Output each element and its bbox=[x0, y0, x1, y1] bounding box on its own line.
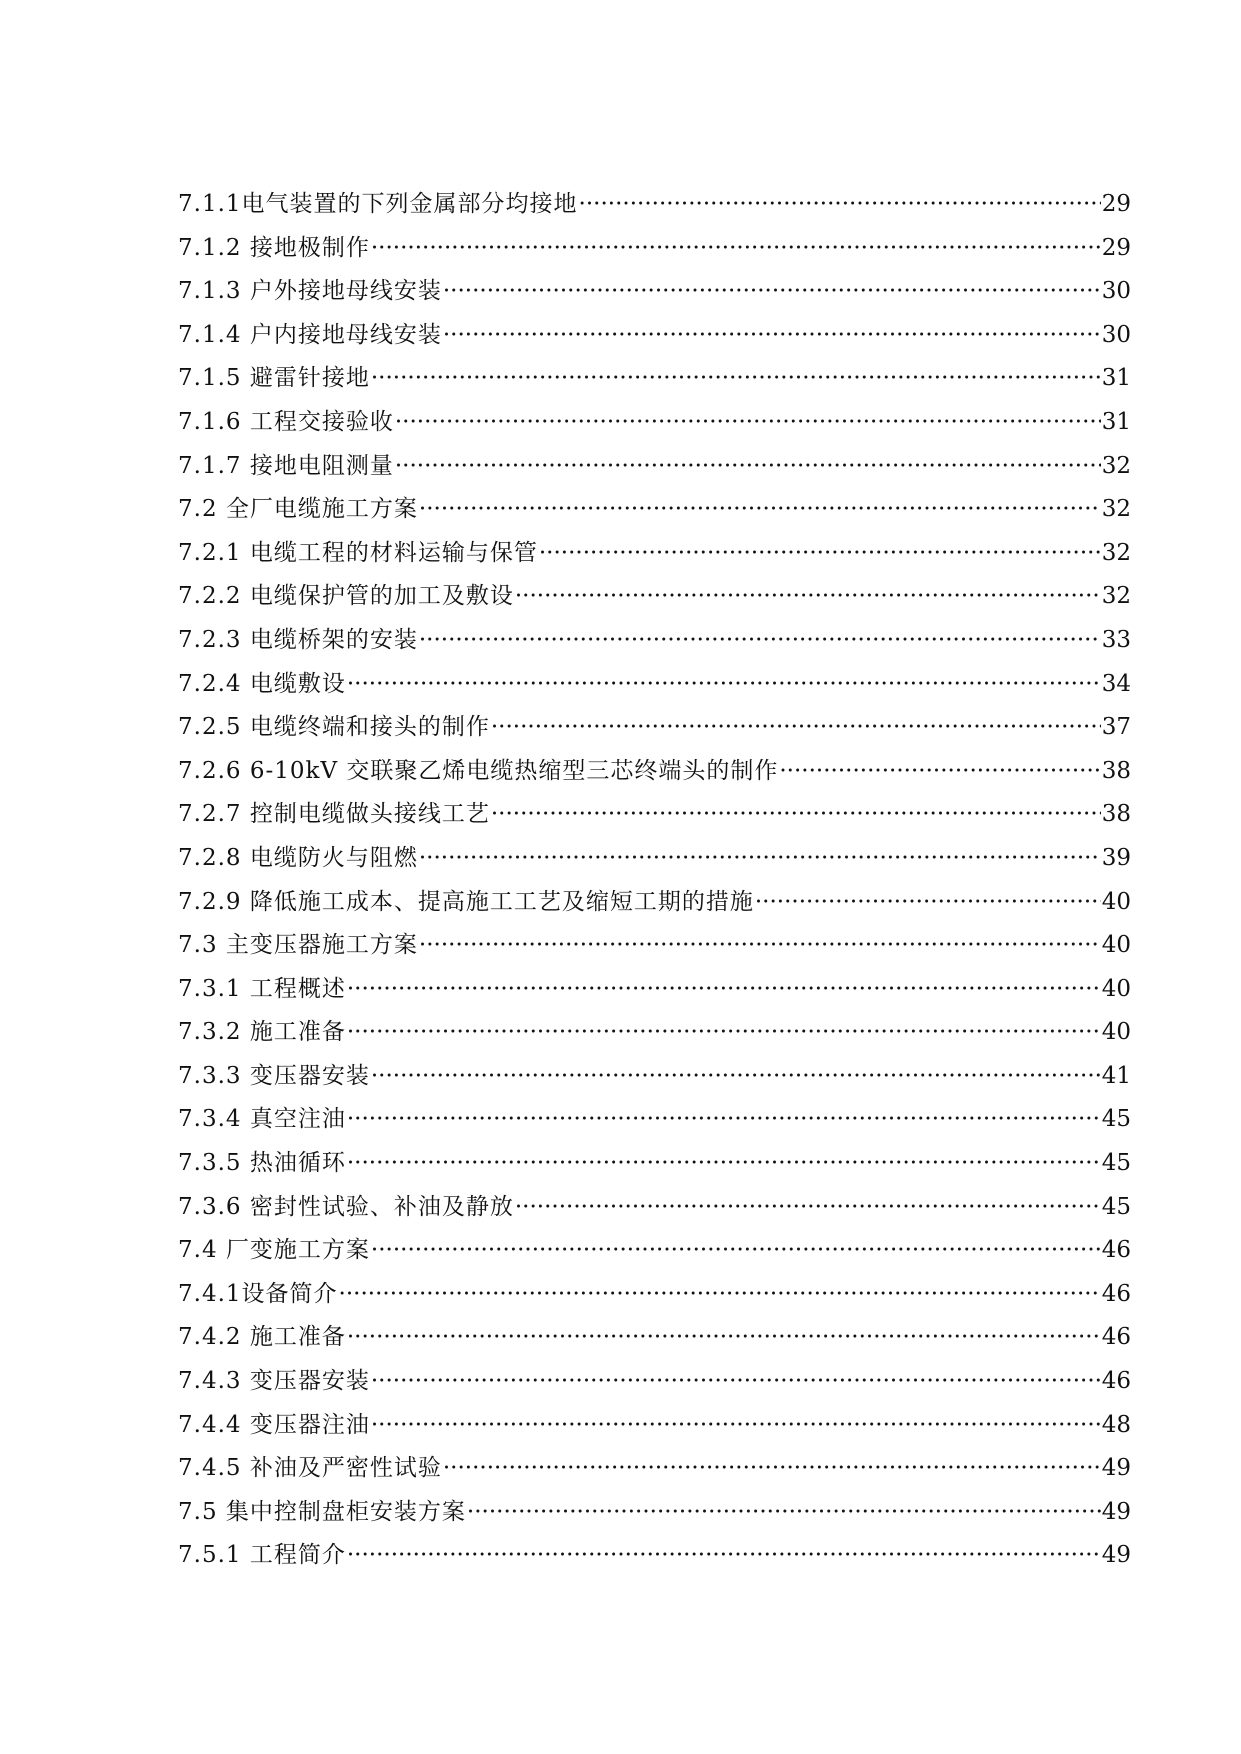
toc-entry-page-number: 30 bbox=[1101, 278, 1131, 305]
toc-entry-title: 7.1.3 户外接地母线安装 bbox=[178, 278, 442, 305]
toc-entry-page-number: 40 bbox=[1101, 888, 1131, 915]
toc-entry[interactable] bbox=[178, 575, 1131, 619]
toc-entry-page-number: 40 bbox=[1101, 975, 1131, 1002]
toc-entry[interactable] bbox=[178, 1055, 1131, 1099]
toc-entry-title: 7.1.2 接地极制作 bbox=[178, 234, 370, 261]
toc-entry[interactable] bbox=[178, 1360, 1131, 1404]
toc-dot-leader bbox=[371, 1404, 1101, 1448]
toc-entry[interactable] bbox=[178, 1229, 1131, 1273]
toc-entry-title: 7.1.5 避雷针接地 bbox=[178, 365, 370, 392]
toc-dot-leader bbox=[339, 1273, 1101, 1317]
toc-dot-leader bbox=[491, 793, 1101, 837]
toc-entry-title: 7.1.1电气装置的下列金属部分均接地 bbox=[178, 191, 578, 217]
toc-dot-leader bbox=[371, 1360, 1101, 1404]
toc-entry-page-number: 45 bbox=[1101, 1106, 1131, 1133]
toc-entry-title: 7.3.1 工程概述 bbox=[178, 975, 346, 1002]
toc-dot-leader bbox=[443, 1447, 1101, 1491]
toc-entry-page-number: 38 bbox=[1101, 801, 1131, 828]
toc-entry-page-number: 29 bbox=[1101, 191, 1131, 217]
table-of-contents bbox=[178, 183, 1131, 1578]
toc-dot-leader bbox=[347, 968, 1101, 1012]
toc-entry-page-number: 30 bbox=[1101, 321, 1131, 348]
toc-entry-page-number: 45 bbox=[1101, 1150, 1131, 1177]
toc-dot-leader bbox=[347, 1098, 1101, 1142]
toc-entry[interactable] bbox=[178, 881, 1131, 925]
toc-entry-title: 7.2.6 6-10kV 交联聚乙烯电缆热缩型三芯终端头的制作 bbox=[178, 757, 779, 784]
toc-entry-title: 7.2.3 电缆桥架的安装 bbox=[178, 626, 418, 653]
toc-entry-title: 7.2.7 控制电缆做头接线工艺 bbox=[178, 801, 490, 828]
toc-dot-leader bbox=[347, 663, 1101, 707]
toc-entry-title: 7.2.4 电缆敷设 bbox=[178, 670, 346, 697]
toc-entry[interactable] bbox=[178, 445, 1131, 489]
toc-entry[interactable] bbox=[178, 314, 1131, 358]
toc-dot-leader bbox=[443, 314, 1101, 358]
toc-entry[interactable] bbox=[178, 1447, 1131, 1491]
toc-dot-leader bbox=[371, 1055, 1101, 1099]
toc-dot-leader bbox=[515, 1186, 1101, 1230]
toc-entry-title: 7.5 集中控制盘柜安装方案 bbox=[178, 1498, 466, 1525]
toc-entry[interactable] bbox=[178, 968, 1131, 1012]
toc-entry[interactable] bbox=[178, 1011, 1131, 1055]
toc-entry[interactable] bbox=[178, 1491, 1131, 1535]
toc-entry[interactable] bbox=[178, 488, 1131, 532]
toc-entry-page-number: 32 bbox=[1101, 496, 1131, 523]
toc-entry-page-number: 46 bbox=[1101, 1237, 1131, 1264]
toc-entry-title: 7.1.6 工程交接验收 bbox=[178, 408, 394, 435]
toc-entry[interactable] bbox=[178, 227, 1131, 271]
toc-dot-leader bbox=[347, 1316, 1101, 1360]
toc-entry-page-number: 33 bbox=[1101, 626, 1131, 653]
toc-entry-title: 7.5.1 工程简介 bbox=[178, 1542, 346, 1569]
toc-entry-page-number: 41 bbox=[1101, 1062, 1131, 1089]
toc-dot-leader bbox=[347, 1011, 1101, 1055]
toc-entry-title: 7.3.3 变压器安装 bbox=[178, 1062, 370, 1089]
toc-entry[interactable] bbox=[178, 1404, 1131, 1448]
toc-entry-page-number: 37 bbox=[1101, 714, 1131, 741]
toc-entry-page-number: 46 bbox=[1101, 1368, 1131, 1395]
toc-entry[interactable] bbox=[178, 1142, 1131, 1186]
toc-entry-page-number: 32 bbox=[1101, 452, 1131, 479]
toc-entry[interactable] bbox=[178, 357, 1131, 401]
toc-entry-page-number: 40 bbox=[1101, 1019, 1131, 1046]
toc-entry-page-number: 34 bbox=[1101, 670, 1131, 697]
toc-entry[interactable] bbox=[178, 1098, 1131, 1142]
toc-dot-leader bbox=[539, 532, 1101, 576]
toc-entry-title: 7.4.4 变压器注油 bbox=[178, 1411, 370, 1438]
toc-entry-page-number: 48 bbox=[1101, 1411, 1131, 1438]
toc-entry-page-number: 32 bbox=[1101, 539, 1131, 566]
toc-entry-title: 7.3.6 密封性试验、补油及静放 bbox=[178, 1193, 514, 1220]
toc-dot-leader bbox=[579, 183, 1101, 227]
toc-dot-leader bbox=[491, 706, 1101, 750]
toc-dot-leader bbox=[347, 1142, 1101, 1186]
toc-entry[interactable] bbox=[178, 837, 1131, 881]
toc-entry-page-number: 49 bbox=[1101, 1542, 1131, 1569]
toc-entry-page-number: 31 bbox=[1101, 365, 1131, 392]
toc-dot-leader bbox=[419, 837, 1101, 881]
toc-dot-leader bbox=[419, 619, 1101, 663]
toc-entry[interactable] bbox=[178, 706, 1131, 750]
toc-entry-title: 7.1.4 户内接地母线安装 bbox=[178, 321, 442, 348]
toc-dot-leader bbox=[755, 881, 1101, 925]
toc-dot-leader bbox=[371, 357, 1101, 401]
toc-entry[interactable] bbox=[178, 1186, 1131, 1230]
toc-entry-title: 7.2.9 降低施工成本、提高施工工艺及缩短工期的措施 bbox=[178, 888, 754, 915]
toc-entry-title: 7.2.1 电缆工程的材料运输与保管 bbox=[178, 539, 538, 566]
toc-entry-page-number: 31 bbox=[1101, 408, 1131, 435]
toc-entry-page-number: 38 bbox=[1101, 757, 1131, 784]
toc-entry-page-number: 45 bbox=[1101, 1193, 1131, 1220]
toc-entry-title: 7.4.5 补油及严密性试验 bbox=[178, 1455, 442, 1482]
toc-entry-title: 7.2 全厂电缆施工方案 bbox=[178, 496, 418, 523]
toc-entry-title: 7.3 主变压器施工方案 bbox=[178, 932, 418, 959]
toc-entry[interactable] bbox=[178, 1316, 1131, 1360]
toc-entry-title: 7.4.1设备简介 bbox=[178, 1280, 338, 1307]
toc-entry[interactable] bbox=[178, 750, 1131, 794]
toc-entry[interactable] bbox=[178, 619, 1131, 663]
toc-entry[interactable] bbox=[178, 663, 1131, 707]
toc-entry-title: 7.4.2 施工准备 bbox=[178, 1324, 346, 1351]
toc-entry-title: 7.3.5 热油循环 bbox=[178, 1150, 346, 1177]
toc-dot-leader bbox=[515, 575, 1101, 619]
toc-entry-title: 7.2.2 电缆保护管的加工及敷设 bbox=[178, 583, 514, 610]
toc-dot-leader bbox=[779, 750, 1100, 794]
toc-entry[interactable] bbox=[178, 183, 1131, 227]
toc-dot-leader bbox=[371, 227, 1101, 271]
toc-entry[interactable] bbox=[178, 1534, 1131, 1578]
toc-entry-title: 7.4.3 变压器安装 bbox=[178, 1368, 370, 1395]
toc-entry[interactable] bbox=[178, 924, 1131, 968]
toc-entry-title: 7.4 厂变施工方案 bbox=[178, 1237, 370, 1264]
toc-entry[interactable] bbox=[178, 532, 1131, 576]
toc-dot-leader bbox=[347, 1534, 1101, 1578]
toc-dot-leader bbox=[419, 924, 1101, 968]
toc-entry-page-number: 49 bbox=[1101, 1455, 1131, 1482]
toc-dot-leader bbox=[371, 1229, 1101, 1273]
toc-dot-leader bbox=[419, 488, 1101, 532]
toc-entry-page-number: 32 bbox=[1101, 583, 1131, 610]
toc-entry[interactable] bbox=[178, 1273, 1131, 1317]
toc-entry-page-number: 49 bbox=[1101, 1498, 1131, 1525]
toc-entry-page-number: 29 bbox=[1101, 234, 1131, 261]
toc-entry[interactable] bbox=[178, 401, 1131, 445]
toc-entry-page-number: 46 bbox=[1101, 1280, 1131, 1307]
toc-dot-leader bbox=[443, 270, 1101, 314]
toc-dot-leader bbox=[395, 401, 1101, 445]
toc-entry-title: 7.3.4 真空注油 bbox=[178, 1106, 346, 1133]
toc-entry[interactable] bbox=[178, 270, 1131, 314]
toc-entry-title: 7.2.8 电缆防火与阻燃 bbox=[178, 844, 418, 871]
toc-entry-page-number: 40 bbox=[1101, 932, 1131, 959]
toc-entry-title: 7.2.5 电缆终端和接头的制作 bbox=[178, 714, 490, 741]
toc-dot-leader bbox=[467, 1491, 1101, 1535]
toc-entry[interactable] bbox=[178, 793, 1131, 837]
toc-entry-title: 7.1.7 接地电阻测量 bbox=[178, 452, 394, 479]
toc-entry-page-number: 39 bbox=[1101, 844, 1131, 871]
toc-entry-page-number: 46 bbox=[1101, 1324, 1131, 1351]
toc-entry-title: 7.3.2 施工准备 bbox=[178, 1019, 346, 1046]
toc-dot-leader bbox=[395, 445, 1101, 489]
